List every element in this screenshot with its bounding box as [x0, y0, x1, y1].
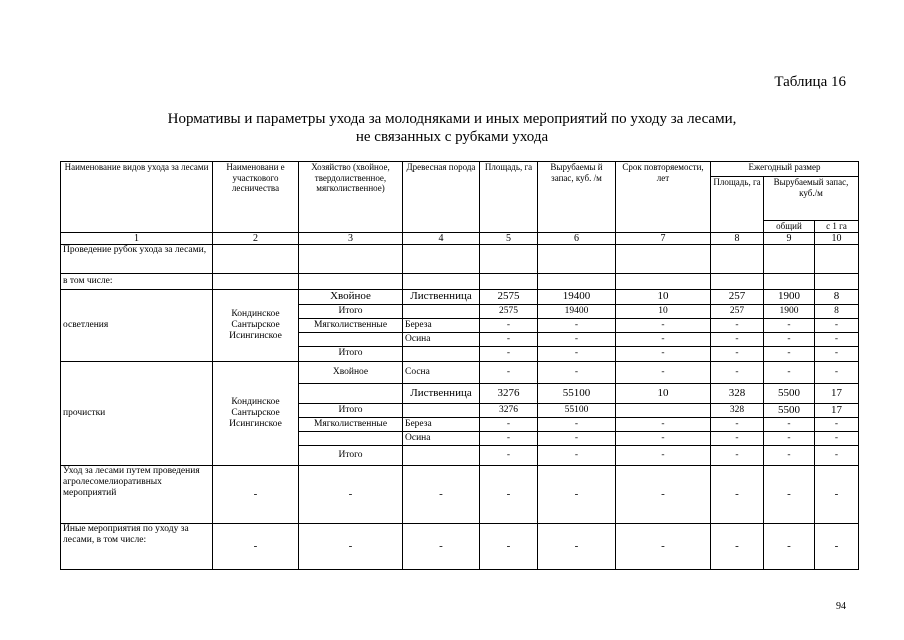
table-row: [61, 273, 859, 289]
dash-cell: -: [480, 465, 538, 523]
forestry-line: Кондинское: [231, 396, 280, 407]
header-care-type: Наименование видов ухода за лесами: [61, 162, 213, 233]
col-number: 2: [213, 232, 299, 244]
table-number: Таблица 16: [774, 74, 846, 90]
annual-area-cell: -: [711, 417, 764, 431]
title-line-1: Нормативы и параметры ухода за молодняками и иных мероприятий по уходу за лесами,: [167, 111, 737, 127]
volume-cell: 19400: [538, 304, 616, 318]
dash-cell: -: [538, 523, 616, 569]
col-number: 3: [299, 232, 403, 244]
forestry-line: Исингинское: [229, 330, 282, 341]
dash-cell: -: [213, 465, 299, 523]
header-forestry: Наименовани е участкового лесничества: [213, 162, 299, 233]
header-area: Площадь, га: [480, 162, 538, 233]
forestry-line: Исингинское: [229, 418, 282, 429]
period-cell: -: [616, 417, 711, 431]
dash-cell: -: [815, 523, 859, 569]
area-cell: -: [480, 346, 538, 361]
area-cell: 3276: [480, 383, 538, 403]
annual-area-cell: -: [711, 361, 764, 383]
period-cell: 10: [616, 289, 711, 304]
per-ha-cell: -: [815, 332, 859, 346]
annual-volume-cell: 1900: [764, 304, 815, 318]
dash-cell: -: [616, 465, 711, 523]
annual-area-cell: -: [711, 332, 764, 346]
annual-area-cell: 257: [711, 304, 764, 318]
species-cell: Осина: [403, 332, 480, 346]
per-ha-cell: -: [815, 431, 859, 445]
header-volume: Вырубаемы й запас, куб. /м: [538, 162, 616, 233]
period-cell: [616, 403, 711, 417]
dash-cell: -: [480, 523, 538, 569]
annual-area-cell: -: [711, 346, 764, 361]
col-number: 5: [480, 232, 538, 244]
dash-cell: -: [403, 523, 480, 569]
col-number: 6: [538, 232, 616, 244]
farm-cell: [299, 383, 403, 403]
annual-area-cell: -: [711, 431, 764, 445]
col-number: 1: [61, 232, 213, 244]
area-cell: -: [480, 445, 538, 465]
header-annual-area: Площадь, га: [711, 177, 764, 233]
per-ha-cell: 8: [815, 304, 859, 318]
per-ha-cell: 17: [815, 383, 859, 403]
header-period: Срок повторяемости, лет: [616, 162, 711, 233]
annual-area-cell: 257: [711, 289, 764, 304]
per-ha-cell: 17: [815, 403, 859, 417]
per-ha-cell: -: [815, 417, 859, 431]
table-row: [61, 523, 859, 569]
dash-cell: -: [711, 523, 764, 569]
farm-cell: Итого: [299, 304, 403, 318]
volume-cell: -: [538, 361, 616, 383]
annual-area-cell: -: [711, 318, 764, 332]
dash-cell: -: [213, 523, 299, 569]
period-cell: 10: [616, 304, 711, 318]
page-number: 94: [836, 601, 846, 612]
species-cell: [403, 304, 480, 318]
species-cell: [403, 346, 480, 361]
header-annual: Ежегодный размер: [711, 162, 859, 177]
period-cell: 10: [616, 383, 711, 403]
col-number: 10: [815, 232, 859, 244]
species-cell: [403, 445, 480, 465]
species-cell: Сосна: [403, 361, 480, 383]
per-ha-cell: -: [815, 445, 859, 465]
forestry-line: Кондинское: [231, 308, 280, 319]
area-cell: 2575: [480, 289, 538, 304]
period-cell: -: [616, 318, 711, 332]
header-farm: Хозяйство (хвойное, твердолиственное, мягколиственное): [299, 162, 403, 233]
volume-cell: 55100: [538, 383, 616, 403]
col-number: 8: [711, 232, 764, 244]
annual-volume-cell: 5500: [764, 403, 815, 417]
header-species: Древесная порода: [403, 162, 480, 233]
volume-cell: -: [538, 417, 616, 431]
header-per-ha: с 1 га: [815, 221, 859, 233]
annual-area-cell: -: [711, 445, 764, 465]
annual-volume-cell: -: [764, 431, 815, 445]
farm-cell: Хвойное: [299, 289, 403, 304]
volume-cell: -: [538, 332, 616, 346]
col-number: 7: [616, 232, 711, 244]
annual-volume-cell: -: [764, 445, 815, 465]
annual-volume-cell: -: [764, 417, 815, 431]
dash-cell: -: [764, 523, 815, 569]
volume-cell: 55100: [538, 403, 616, 417]
period-cell: -: [616, 361, 711, 383]
species-cell: Осина: [403, 431, 480, 445]
per-ha-cell: -: [815, 361, 859, 383]
row-label-thinning: Проведение рубок ухода за лесами,: [61, 244, 213, 273]
volume-cell: -: [538, 445, 616, 465]
area-cell: 2575: [480, 304, 538, 318]
dash-cell: -: [403, 465, 480, 523]
dash-cell: -: [538, 465, 616, 523]
col-number: 4: [403, 232, 480, 244]
column-number-row: [61, 232, 859, 244]
farm-cell: Итого: [299, 346, 403, 361]
annual-volume-cell: -: [764, 361, 815, 383]
farm-cell: Хвойное: [299, 361, 403, 383]
species-cell: Лиственница: [403, 289, 480, 304]
dash-cell: -: [711, 465, 764, 523]
table-row: [61, 289, 859, 304]
title-line-2: не связанных с рубками ухода: [355, 129, 549, 145]
per-ha-cell: 8: [815, 289, 859, 304]
row-label-agro: Уход за лесами путем проведения агролесомелиоративных мероприятий: [61, 465, 213, 523]
dash-cell: -: [815, 465, 859, 523]
col-number: 9: [764, 232, 815, 244]
document-title: [0, 110, 904, 146]
per-ha-cell: -: [815, 318, 859, 332]
forestry-names: [213, 361, 299, 465]
volume-cell: -: [538, 318, 616, 332]
row-label-osvetleniya: осветления: [61, 289, 213, 361]
farm-cell: Мягколиственные: [299, 417, 403, 431]
species-cell: Береза: [403, 417, 480, 431]
period-cell: -: [616, 346, 711, 361]
header-total: общий: [764, 221, 815, 233]
period-cell: -: [616, 332, 711, 346]
table-row: [61, 361, 859, 383]
dash-cell: -: [764, 465, 815, 523]
forestry-line: Сантырское: [231, 407, 280, 418]
per-ha-cell: -: [815, 346, 859, 361]
farm-cell: [299, 332, 403, 346]
forestry-names: [213, 289, 299, 361]
volume-cell: -: [538, 346, 616, 361]
row-label-including: в том числе:: [61, 273, 213, 289]
annual-area-cell: 328: [711, 403, 764, 417]
annual-area-cell: 328: [711, 383, 764, 403]
table-row: [61, 465, 859, 523]
dash-cell: -: [299, 523, 403, 569]
species-cell: Береза: [403, 318, 480, 332]
row-label-other: Иные мероприятия по уходу за лесами, в том числе:: [61, 523, 213, 569]
volume-cell: -: [538, 431, 616, 445]
species-cell: Лиственница: [403, 383, 480, 403]
table-row: [61, 244, 859, 273]
area-cell: -: [480, 431, 538, 445]
annual-volume-cell: 5500: [764, 383, 815, 403]
farm-cell: Итого: [299, 403, 403, 417]
dash-cell: -: [616, 523, 711, 569]
farm-cell: [299, 431, 403, 445]
annual-volume-cell: -: [764, 318, 815, 332]
area-cell: -: [480, 361, 538, 383]
farm-cell: Мягколиственные: [299, 318, 403, 332]
period-cell: -: [616, 431, 711, 445]
annual-volume-cell: -: [764, 346, 815, 361]
forestry-line: Сантырское: [231, 319, 280, 330]
area-cell: -: [480, 332, 538, 346]
farm-cell: Итого: [299, 445, 403, 465]
row-label-prochistki: прочистки: [61, 361, 213, 465]
area-cell: -: [480, 417, 538, 431]
volume-cell: 19400: [538, 289, 616, 304]
area-cell: 3276: [480, 403, 538, 417]
annual-volume-cell: 1900: [764, 289, 815, 304]
forest-care-table: [60, 161, 859, 570]
dash-cell: -: [299, 465, 403, 523]
header-annual-volume: Вырубаемый запас, куб./м: [764, 177, 859, 221]
period-cell: -: [616, 445, 711, 465]
species-cell: [403, 403, 480, 417]
area-cell: -: [480, 318, 538, 332]
annual-volume-cell: -: [764, 332, 815, 346]
